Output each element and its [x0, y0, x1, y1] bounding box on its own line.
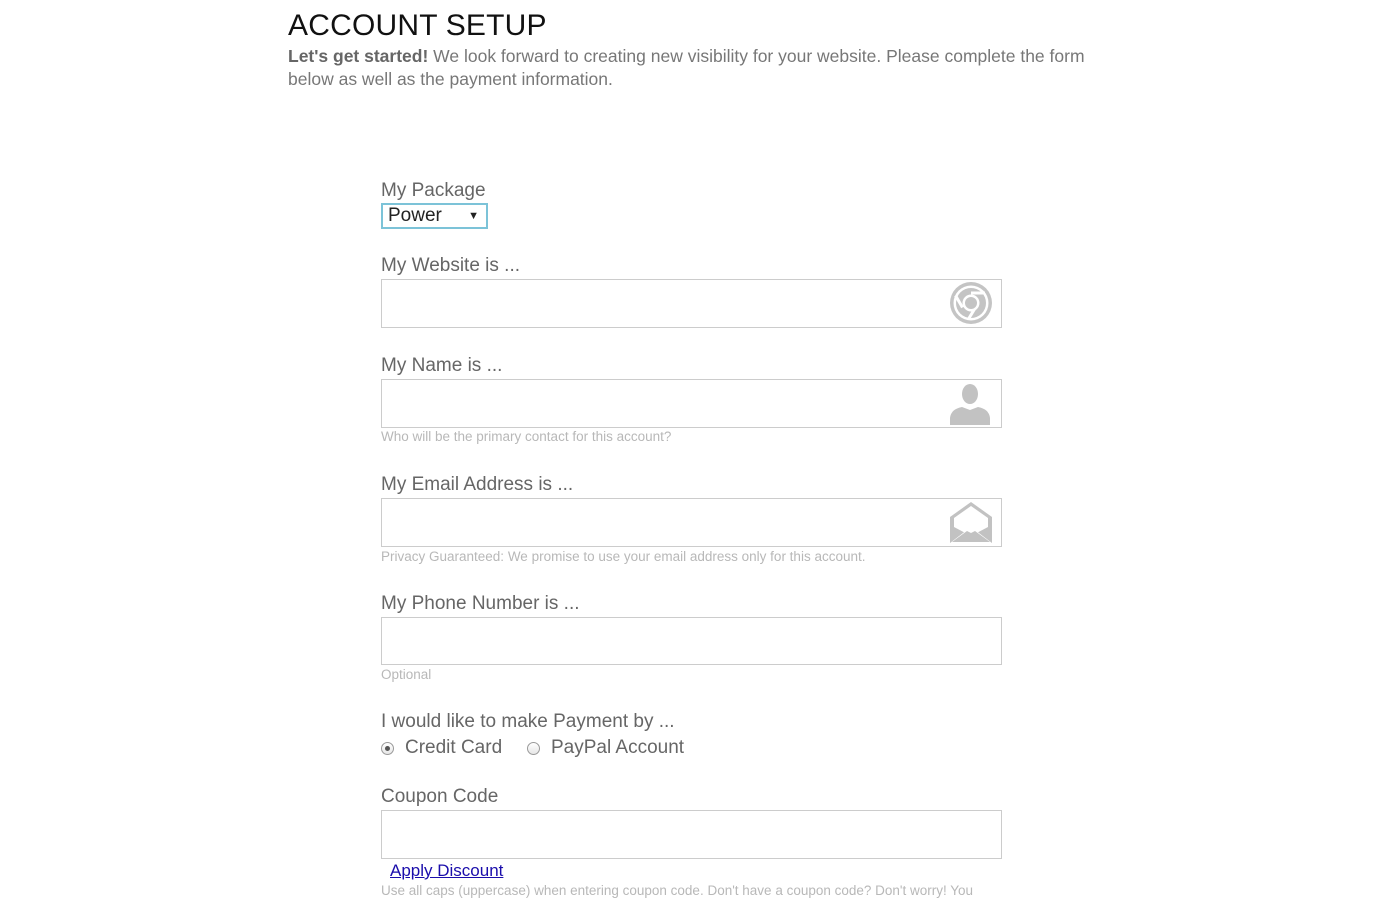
phone-label: My Phone Number is ... — [381, 593, 580, 614]
email-input[interactable] — [381, 498, 1002, 547]
package-selected-value: Power — [388, 205, 442, 226]
browser-icon — [949, 281, 993, 325]
email-help-text: Privacy Guaranteed: We promise to use your email address only for this account. — [381, 549, 866, 564]
phone-input[interactable] — [381, 617, 1002, 665]
package-select[interactable] — [381, 203, 488, 229]
person-icon — [948, 381, 992, 425]
name-label: My Name is ... — [381, 355, 503, 376]
coupon-input[interactable] — [381, 810, 1002, 859]
name-input[interactable] — [381, 379, 1002, 428]
radio-checked-icon[interactable] — [381, 742, 394, 755]
coupon-help-text: Use all caps (uppercase) when entering coupon code. Don't have a coupon code? Don't worry! You — [381, 883, 974, 898]
radio-unchecked-icon[interactable] — [527, 742, 540, 755]
coupon-label: Coupon Code — [381, 786, 499, 807]
page-title: ACCOUNT SETUP — [288, 9, 547, 42]
name-help-text: Who will be the primary contact for this account? — [381, 429, 672, 444]
apply-discount-link[interactable]: Apply Discount — [390, 861, 504, 880]
payment-option-paypal[interactable] — [527, 737, 684, 759]
phone-help-text: Optional — [381, 667, 432, 682]
payment-option-label: Credit Card — [405, 737, 503, 758]
intro-paragraph — [288, 45, 1108, 91]
intro-text: We look forward to creating new visibility for your website. Please complete the form below as well as the payment information. — [288, 46, 1085, 89]
payment-option-credit-card[interactable] — [381, 737, 502, 759]
website-input[interactable] — [381, 279, 1002, 328]
caret-down-icon: ▼ — [468, 210, 479, 222]
email-label: My Email Address is ... — [381, 474, 574, 495]
envelope-icon — [949, 500, 993, 544]
payment-label: I would like to make Payment by ... — [381, 711, 675, 732]
package-label: My Package — [381, 180, 486, 201]
website-label: My Website is ... — [381, 255, 521, 276]
payment-option-label: PayPal Account — [551, 737, 685, 758]
intro-bold: Let's get started! — [288, 46, 429, 66]
